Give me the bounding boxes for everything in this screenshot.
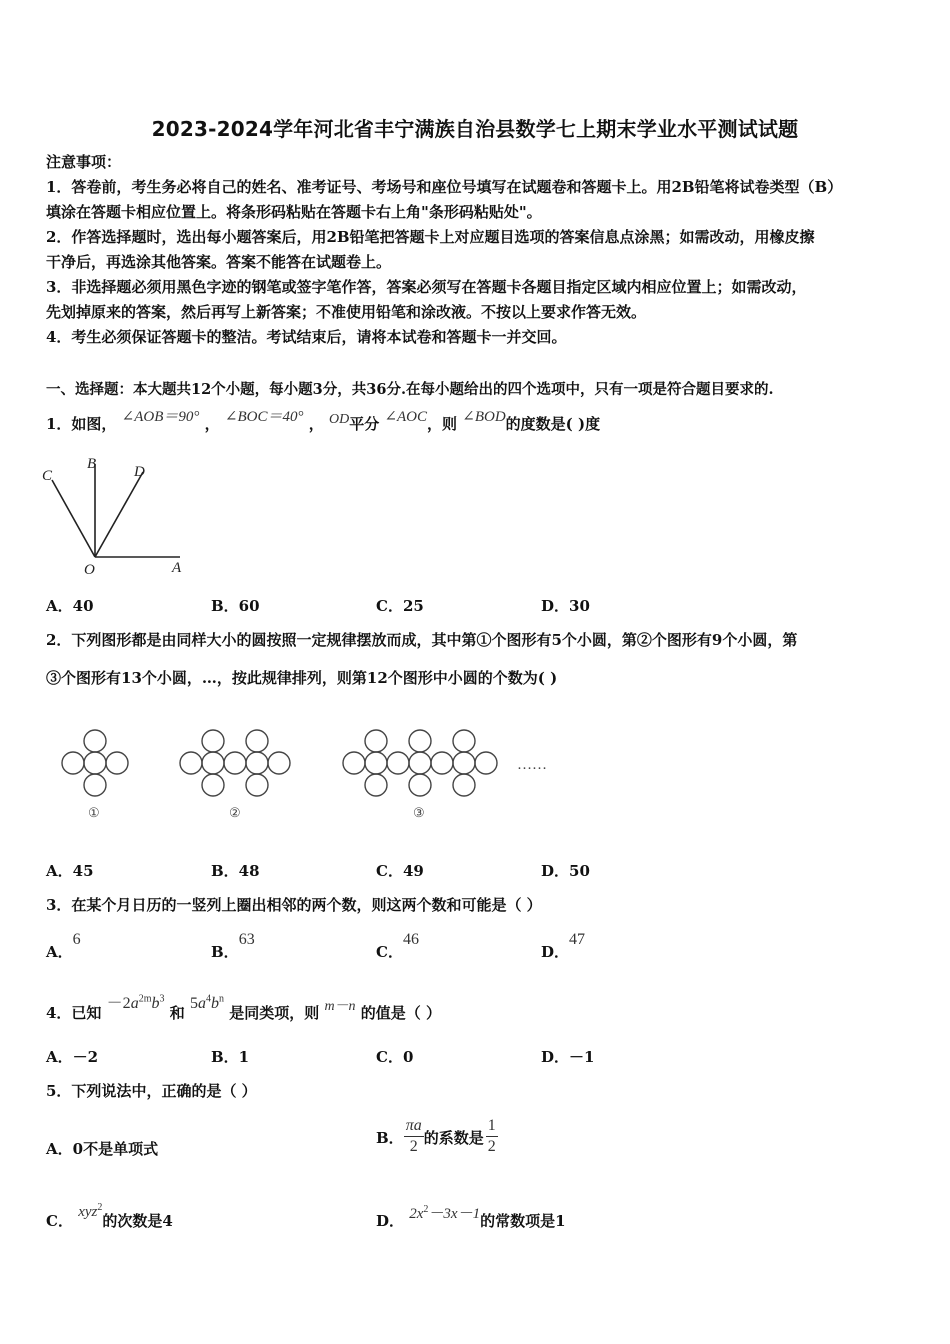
small-circle xyxy=(365,752,387,774)
q5-option-b-fden: 2 xyxy=(487,1138,496,1155)
pattern-2 xyxy=(180,730,290,796)
q4-term2 xyxy=(190,995,224,1012)
ray-oc xyxy=(52,480,95,557)
small-circle xyxy=(246,774,268,796)
small-circle xyxy=(343,752,365,774)
q4-term1-b: b xyxy=(151,995,160,1012)
q4-term1-b-exp: 3 xyxy=(159,993,165,1005)
q4-term2-coef: 5 xyxy=(189,995,198,1012)
label-b: B xyxy=(87,456,97,472)
ellipsis: …… xyxy=(517,757,547,773)
label-figure-2: ② xyxy=(229,805,241,820)
q5-option-b-num: πa xyxy=(405,1117,422,1134)
q3-option-a-value: 6 xyxy=(72,931,81,948)
pattern-3 xyxy=(343,730,497,796)
small-circle xyxy=(84,752,106,774)
question-5: 5．下列说法中，正确的是（ ） xyxy=(46,1082,257,1100)
q4-option-c[interactable]: C．0 xyxy=(376,1048,414,1066)
q4-term2-b: b xyxy=(210,995,219,1012)
question-2-line1: 2．下列图形都是由同样大小的圆按照一定规律摆放而成，其中第①个图形有5个小圆，第②个图形有9个小圆，第 xyxy=(46,631,798,649)
small-circle xyxy=(62,752,84,774)
q5-option-d-expr-b: －3x－1 xyxy=(428,1206,481,1222)
q1-angle-aoc: ∠AOC xyxy=(384,409,428,425)
q3-option-d[interactable] xyxy=(541,931,586,962)
q1-angle-bod: ∠BOD xyxy=(462,409,506,425)
q5-option-b-fnum: 1 xyxy=(487,1117,496,1134)
q5-option-b-coef xyxy=(486,1116,498,1157)
q5-option-d-expr-a: 2x xyxy=(409,1206,424,1222)
q2-option-c[interactable]: C．49 xyxy=(376,862,424,880)
q3-option-d-label: D． xyxy=(541,943,570,961)
label-o: O xyxy=(84,562,95,578)
notice-line: 3．非选择题必须用黑色字迹的钢笔或签字笔作答，答案必须写在答题卡各题目指定区域内相应位置上；如需改动， xyxy=(46,278,807,296)
q4-prefix: 4．已知 xyxy=(46,1004,102,1022)
q5-option-d-label: D． xyxy=(376,1212,405,1230)
q3-option-c[interactable] xyxy=(376,931,419,962)
question-2-line2: ③个图形有13个小圆，…，按此规律排列，则第12个图形中小圆的个数为( ) xyxy=(46,669,558,687)
q1-od: OD xyxy=(328,412,350,427)
small-circle xyxy=(202,730,224,752)
q1-option-a[interactable]: A．40 xyxy=(46,597,94,615)
q4-option-b[interactable]: B．1 xyxy=(211,1048,250,1066)
q2-circle-patterns xyxy=(55,725,575,825)
label-figure-1: ① xyxy=(88,805,100,820)
small-circle xyxy=(431,752,453,774)
label-d: D xyxy=(134,464,145,480)
q4-term2-b-exp: n xyxy=(218,993,224,1005)
q4-option-a[interactable]: A．－2 xyxy=(46,1048,99,1066)
q4-option-d[interactable]: D．－1 xyxy=(541,1048,595,1066)
q5-option-b-mid: 的系数是 xyxy=(423,1128,484,1147)
notice-line: 1．答卷前，考生务必将自己的姓名、准考证号、考场号和座位号填写在试题卷和答题卡上。用2B铅笔将试卷类型（B） xyxy=(46,178,843,196)
q4-term1 xyxy=(107,995,165,1012)
question-4 xyxy=(46,993,442,1023)
q5-option-b-label: B． xyxy=(376,1128,404,1147)
q1-angle-boc: ∠BOC＝40° xyxy=(224,409,304,425)
q5-option-b-den: 2 xyxy=(404,1136,424,1157)
q5-option-c-exp: 2 xyxy=(97,1202,103,1213)
q4-term2-a: a xyxy=(197,995,206,1012)
small-circle xyxy=(409,774,431,796)
q5-option-a[interactable]: A．0不是单项式 xyxy=(46,1140,159,1158)
small-circle xyxy=(475,752,497,774)
q3-option-b-label: B． xyxy=(211,943,239,961)
q4-term1-coef: －2 xyxy=(106,995,131,1012)
notice-line: 干净后，再选涂其他答案。答案不能答在试题卷上。 xyxy=(46,253,392,271)
small-circle xyxy=(246,730,268,752)
q3-option-b-value: 63 xyxy=(238,931,255,948)
question-1 xyxy=(46,409,601,434)
q5-option-c-expr xyxy=(78,1204,102,1220)
pattern-1 xyxy=(62,730,128,796)
small-circle xyxy=(409,752,431,774)
small-circle xyxy=(106,752,128,774)
q2-option-a[interactable]: A．45 xyxy=(46,862,94,880)
q1-option-c[interactable]: C．25 xyxy=(376,597,424,615)
notice-heading: 注意事项： xyxy=(46,153,122,171)
q3-option-c-value: 46 xyxy=(402,931,419,948)
q2-option-b[interactable]: B．48 xyxy=(211,862,260,880)
small-circle xyxy=(268,752,290,774)
q1-option-d[interactable]: D．30 xyxy=(541,597,590,615)
page-title: 2023-2024学年河北省丰宁满族自治县数学七上期末学业水平测试试题 xyxy=(151,117,799,141)
small-circle xyxy=(365,774,387,796)
small-circle xyxy=(84,730,106,752)
q4-suffix: 的值是（ ） xyxy=(360,1004,442,1022)
q4-term2-a-exp: 4 xyxy=(205,993,211,1005)
q1-prefix: 1．如图， xyxy=(46,415,117,433)
small-circle xyxy=(387,752,409,774)
small-circle xyxy=(224,752,246,774)
q5-option-b-frac xyxy=(404,1116,424,1157)
label-a: A xyxy=(172,560,182,576)
q4-and: 和 xyxy=(169,1004,185,1022)
small-circle xyxy=(453,774,475,796)
q4-term1-a: a xyxy=(130,995,139,1012)
q4-mid: 是同类项，则 xyxy=(229,1004,320,1022)
q5-option-c-base: xyz xyxy=(78,1204,98,1220)
q3-option-d-value: 47 xyxy=(569,931,586,948)
q5-option-d[interactable] xyxy=(376,1204,566,1231)
q3-option-b[interactable] xyxy=(211,931,255,962)
notice-line: 填涂在答题卡相应位置上。将条形码粘贴在答题卡右上角"条形码粘贴处"。 xyxy=(46,203,542,221)
q5-option-b[interactable] xyxy=(376,1116,498,1157)
q1-suffix: 的度数是( )度 xyxy=(505,415,601,433)
small-circle xyxy=(453,730,475,752)
q5-option-c-suffix: 的次数是4 xyxy=(102,1212,173,1230)
q1-option-b[interactable]: B．60 xyxy=(211,597,260,615)
label-figure-3: ③ xyxy=(413,805,425,820)
q5-option-d-suffix: 的常数项是1 xyxy=(480,1212,566,1230)
q1-sep: ， xyxy=(308,415,324,433)
q5-option-d-expr xyxy=(409,1206,480,1222)
q1-then: ，则 xyxy=(427,415,458,433)
q5-option-c-label: C． xyxy=(46,1212,73,1230)
small-circle xyxy=(453,752,475,774)
q3-option-a[interactable] xyxy=(46,931,81,962)
small-circle xyxy=(365,730,387,752)
notice-line: 2．作答选择题时，选出每小题答案后，用2B铅笔把答题卡上对应题目选项的答案信息点涂黑；如需改动，用橡皮擦 xyxy=(46,228,815,246)
small-circle xyxy=(202,752,224,774)
q4-term1-a-exp: 2m xyxy=(138,993,152,1005)
q5-option-d-exp: 2 xyxy=(423,1204,429,1215)
label-c: C xyxy=(42,468,53,484)
notice-line: 先划掉原来的答案，然后再写上新答案；不准使用铅笔和涂改液。不按以上要求作答无效。 xyxy=(46,303,647,321)
q1-angle-aob: ∠AOB＝90° xyxy=(121,409,200,425)
q1-angle-figure xyxy=(40,450,200,580)
q5-option-c[interactable] xyxy=(46,1202,173,1231)
q4-expr: m－n xyxy=(324,999,356,1014)
question-3: 3．在某个月日历的一竖列上圈出相邻的两个数，则这两个数和可能是（ ） xyxy=(46,896,542,914)
q3-option-c-label: C． xyxy=(376,943,403,961)
small-circle xyxy=(246,752,268,774)
q2-option-d[interactable]: D．50 xyxy=(541,862,590,880)
ray-od xyxy=(95,472,143,557)
q1-sep: ， xyxy=(204,415,220,433)
notice-line: 4．考生必须保证答题卡的整洁。考试结束后，请将本试卷和答题卡一并交回。 xyxy=(46,328,567,346)
small-circle xyxy=(84,774,106,796)
section-heading: 一、选择题：本大题共12个小题，每小题3分，共36分.在每小题给出的四个选项中，只有一项是符合题目要求的. xyxy=(46,381,774,398)
small-circle xyxy=(409,730,431,752)
q3-option-a-label: A． xyxy=(46,943,73,961)
small-circle xyxy=(202,774,224,796)
small-circle xyxy=(180,752,202,774)
q1-bisects: 平分 xyxy=(349,415,380,433)
